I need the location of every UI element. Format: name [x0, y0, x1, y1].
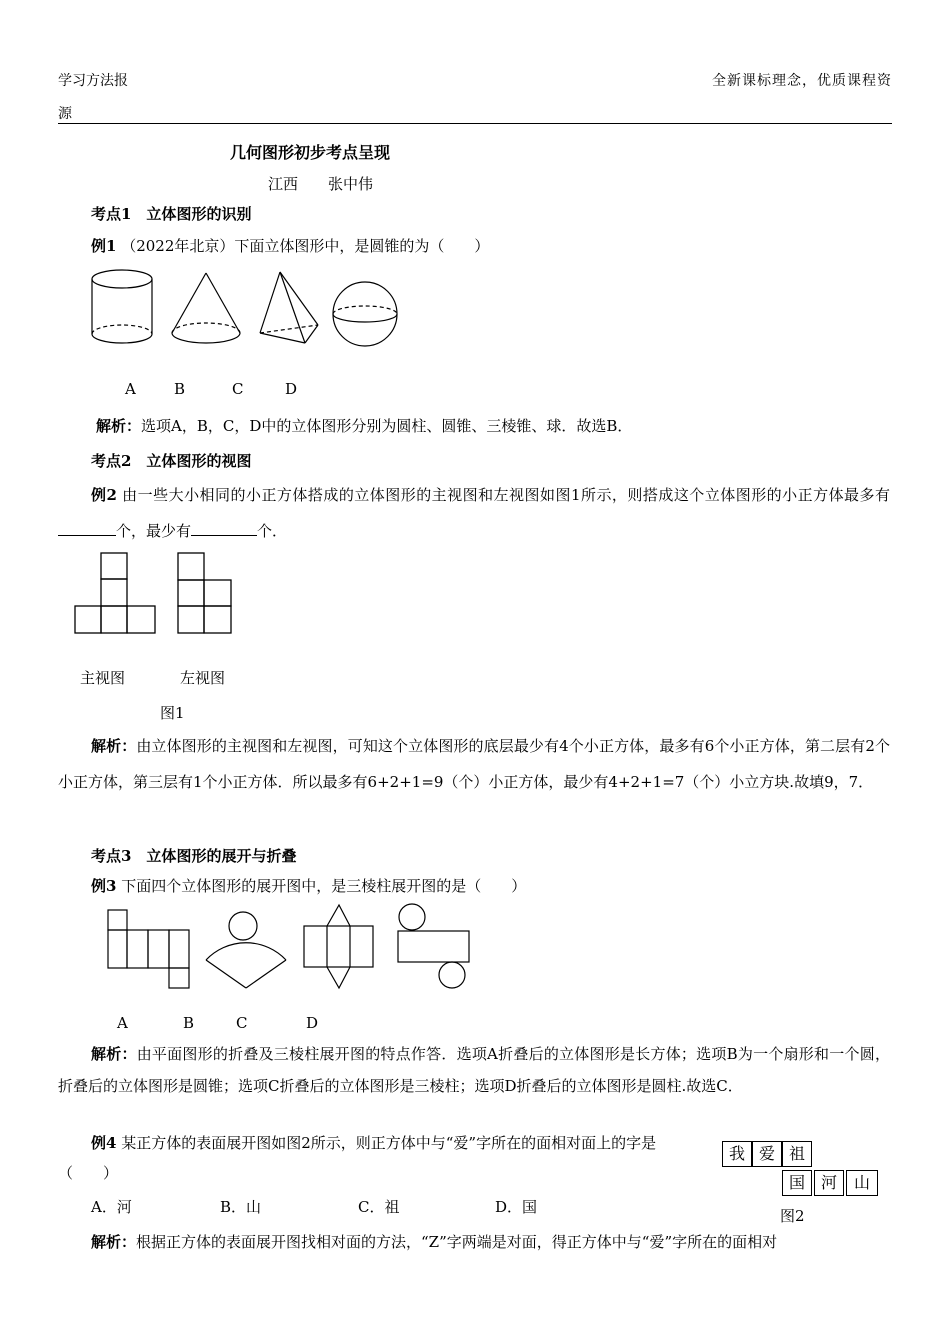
- page-title: 几何图形初步考点呈现: [230, 143, 391, 162]
- example4-label: 例4: [91, 1134, 117, 1152]
- section2-heading: 考点2 立体图形的视图: [91, 452, 252, 470]
- example1-text: （2022年北京）下面立体图形中，是圆锥的为（ ）: [121, 237, 490, 255]
- analysis1-label: 解析：: [96, 417, 142, 435]
- analysis2-label: 解析：: [91, 737, 137, 755]
- header-left: 学习方法报: [58, 73, 128, 89]
- net-option-a: A: [117, 1014, 128, 1032]
- analysis3-text: 由平面图形的折叠及三棱柱展开图的特点作答．选项A折叠后的立体图形是长方体；选项B为一个扇形和一个圆，折叠后的立体图形是圆锥；选项C折叠后的立体图形是三棱柱；选项D折叠后的立体图形是圆柱.故选C．: [58, 1045, 890, 1095]
- section3-heading: 考点3 立体图形的展开与折叠: [91, 847, 297, 865]
- choice-d: D．国: [495, 1198, 538, 1216]
- net-cell: 河: [814, 1170, 844, 1196]
- option-b: B: [174, 380, 186, 398]
- net-option-c: C: [236, 1014, 248, 1032]
- net-cell: 国: [782, 1170, 812, 1196]
- example2-label: 例2: [91, 486, 117, 504]
- analysis1-text: 选项A，B，C，D中的立体图形分别为圆柱、圆锥、三棱锥、球．故选B．: [141, 417, 633, 435]
- analysis4: [91, 1231, 777, 1252]
- net-cell: 祖: [782, 1141, 812, 1167]
- net-cell: 爱: [752, 1141, 782, 1167]
- example2-text-3: 个．: [257, 522, 288, 540]
- analysis4-text: 根据正方体的表面展开图找相对面的方法，“Z”字两端是对面，得正方体中与“爱”字所在的面相对: [136, 1233, 778, 1251]
- net-c-prism: [304, 905, 373, 988]
- example4: [58, 1128, 698, 1188]
- choice-c: C．祖: [358, 1198, 400, 1216]
- option-a: A: [125, 380, 136, 398]
- net-d-cylinder: [398, 904, 469, 988]
- header-right: 全新课标理念，优质课程资: [712, 73, 892, 89]
- header-left-wrap: 源: [58, 106, 72, 122]
- example4-text: 某正方体的表面展开图如图2所示，则正方体中与“爱”字所在的面相对面上的字是（ ）: [58, 1134, 657, 1182]
- option-d: D: [285, 380, 298, 398]
- figure1-label: 图1: [160, 704, 185, 722]
- analysis4-label: 解析：: [91, 1233, 137, 1251]
- example3-text: 下面四个立体图形的展开图中，是三棱柱展开图的是（ ）: [121, 877, 527, 895]
- net-cell: 山: [846, 1170, 878, 1196]
- net-b-cone: [206, 912, 286, 988]
- analysis2-text: 由立体图形的主视图和左视图，可知这个立体图形的底层最少有4个小正方体，最多有6个小正方体，第二层有2个小正方体，第三层有1个小正方体．所以最多有6+2+1=9（个）小正方体，最少有4+2+1=7（个）小立方块.故填9，7．: [58, 737, 890, 791]
- net-option-b: B: [183, 1014, 195, 1032]
- example1-label: 例1: [91, 237, 117, 255]
- choice-a: A．河: [91, 1198, 132, 1216]
- example2-text-2: 个，最少有: [116, 522, 192, 540]
- choice-b: B．山: [220, 1198, 262, 1216]
- net-option-d: D: [306, 1014, 319, 1032]
- net-cell: 我: [722, 1141, 752, 1167]
- example3-label: 例3: [91, 877, 117, 895]
- section1-heading: 考点1 立体图形的识别: [91, 205, 252, 223]
- front-view-label: 主视图: [80, 669, 126, 687]
- figure2-label: 图2: [780, 1207, 805, 1225]
- option-c: C: [232, 380, 244, 398]
- analysis3: [58, 1038, 890, 1102]
- left-view-label: 左视图: [180, 669, 226, 687]
- net-a-boxes: [108, 910, 189, 988]
- example2-text-1: 由一些大小相同的小正方体搭成的立体图形的主视图和左视图如图1所示，则搭成这个立体图形的小正方体最多有: [122, 486, 890, 504]
- analysis3-label: 解析：: [91, 1045, 137, 1063]
- author: 江西 张中伟: [268, 175, 374, 193]
